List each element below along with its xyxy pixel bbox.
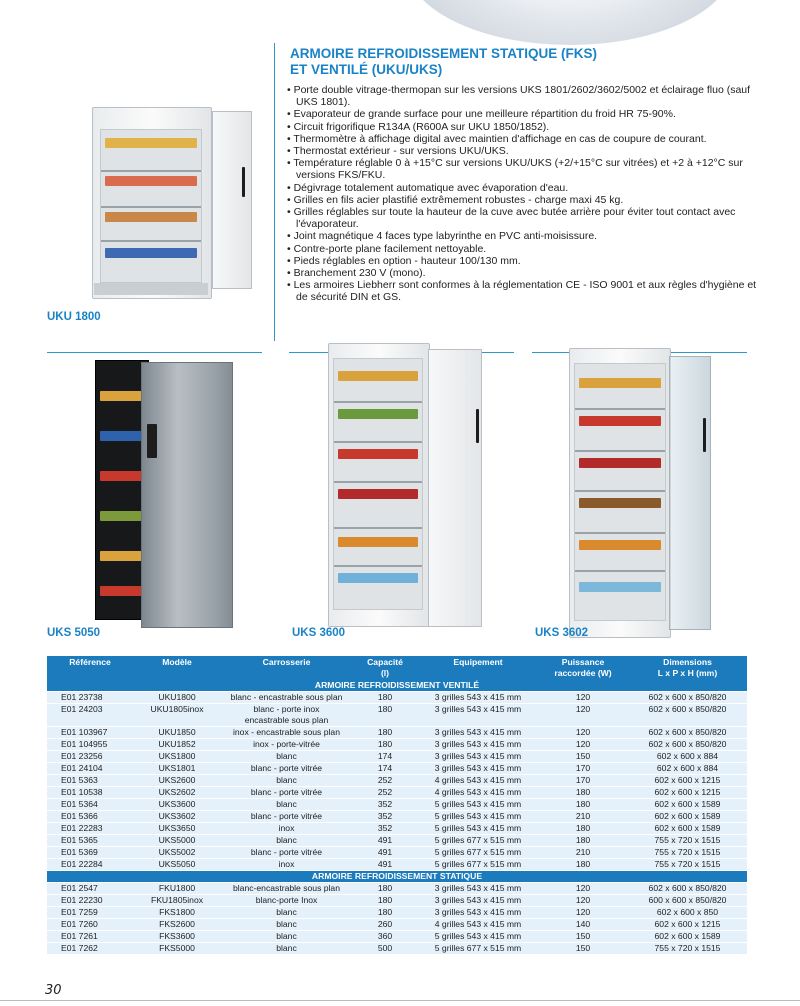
cell-dimensions: 602 x 600 x 884 <box>628 763 747 775</box>
feature-list <box>287 84 757 304</box>
cell-carrosserie: blanc - porte vitrée <box>221 763 352 775</box>
cell-carrosserie: blanc <box>221 943 352 955</box>
cell-capacite: 260 <box>352 919 418 931</box>
cell-puissance: 140 <box>538 919 628 931</box>
decorative-arc <box>405 0 735 45</box>
cell-equipement: 3 grilles 543 x 415 mm <box>418 727 538 739</box>
cell-reference: E01 23256 <box>47 751 133 763</box>
cell-modele: UKS3602 <box>133 811 221 823</box>
table-row <box>47 859 747 871</box>
cell-reference: E01 5363 <box>47 775 133 787</box>
cell-reference: E01 10538 <box>47 787 133 799</box>
cell-modele: FKS3600 <box>133 931 221 943</box>
cell-dimensions: 755 x 720 x 1515 <box>628 847 747 859</box>
table-row <box>47 799 747 811</box>
cell-carrosserie: blanc-encastrable sous plan <box>221 883 352 895</box>
cell-modele: UKS5050 <box>133 859 221 871</box>
cell-equipement: 5 grilles 543 x 415 mm <box>418 931 538 943</box>
cell-equipement: 5 grilles 677 x 515 mm <box>418 835 538 847</box>
col-carrosserie: Carrosserie <box>221 656 352 680</box>
cell-equipement: 3 grilles 543 x 415 mm <box>418 692 538 704</box>
cell-modele: FKS5000 <box>133 943 221 955</box>
table-row <box>47 907 747 919</box>
cell-equipement: 3 grilles 543 x 415 mm <box>418 763 538 775</box>
cell-capacite: 180 <box>352 907 418 919</box>
table-section-row <box>47 680 747 692</box>
cell-carrosserie: inox - porte-vitrée <box>221 739 352 751</box>
feature-item: • Les armoires Liebherr sont conformes à la réglementation CE - ISO 9001 et aux règles d'hygiène et de sécurité DIN et GS. <box>287 279 757 303</box>
caption-uku1800: UKU 1800 <box>47 311 101 323</box>
cell-reference: E01 22283 <box>47 823 133 835</box>
divider-1 <box>47 352 262 353</box>
cell-puissance: 120 <box>538 727 628 739</box>
cell-modele: UKS5002 <box>133 847 221 859</box>
cell-dimensions: 602 x 600 x 850/820 <box>628 704 747 727</box>
cell-dimensions: 602 x 600 x 1215 <box>628 787 747 799</box>
product-image-uku1800 <box>92 107 262 302</box>
table-row <box>47 787 747 799</box>
cell-capacite: 500 <box>352 943 418 955</box>
feature-item: • Grilles en fils acier plastifié extrêmement robustes - charge maxi 45 kg. <box>287 194 757 206</box>
cell-carrosserie: inox <box>221 859 352 871</box>
feature-item: • Circuit frigorifique R134A (R600A sur UKU 1850/1852). <box>287 121 757 133</box>
feature-item: • Porte double vitrage-thermopan sur les versions UKS 1801/2602/3602/5002 et éclairage fluo (sauf UKS 1801). <box>287 84 757 108</box>
col-dimensions: Dimensions L x P x H (mm) <box>628 656 747 680</box>
table-row <box>47 704 747 727</box>
cell-puissance: 180 <box>538 823 628 835</box>
col-modele: Modèle <box>133 656 221 680</box>
cell-dimensions: 600 x 600 x 850/820 <box>628 895 747 907</box>
cell-puissance: 180 <box>538 835 628 847</box>
cell-carrosserie: blanc-porte Inox <box>221 895 352 907</box>
cell-reference: E01 5364 <box>47 799 133 811</box>
cell-dimensions: 755 x 720 x 1515 <box>628 943 747 955</box>
cell-dimensions: 602 x 600 x 850/820 <box>628 727 747 739</box>
cell-puissance: 210 <box>538 811 628 823</box>
cell-puissance: 170 <box>538 775 628 787</box>
cell-dimensions: 602 x 600 x 1589 <box>628 931 747 943</box>
cell-reference: E01 5369 <box>47 847 133 859</box>
cell-modele: UKS2602 <box>133 787 221 799</box>
cell-carrosserie: blanc - porte inox encastrable sous plan <box>221 704 352 727</box>
cell-capacite: 252 <box>352 775 418 787</box>
cell-dimensions: 602 x 600 x 1589 <box>628 799 747 811</box>
table-row <box>47 775 747 787</box>
cell-dimensions: 602 x 600 x 850 <box>628 907 747 919</box>
cell-reference: E01 24203 <box>47 704 133 727</box>
cell-equipement: 3 grilles 543 x 415 mm <box>418 739 538 751</box>
cell-modele: UKS1800 <box>133 751 221 763</box>
cell-carrosserie: blanc <box>221 799 352 811</box>
table-row <box>47 931 747 943</box>
cell-capacite: 180 <box>352 727 418 739</box>
cell-reference: E01 22230 <box>47 895 133 907</box>
cell-puissance: 120 <box>538 883 628 895</box>
cell-capacite: 180 <box>352 704 418 727</box>
cell-puissance: 210 <box>538 847 628 859</box>
table-row <box>47 883 747 895</box>
cell-equipement: 3 grilles 543 x 415 mm <box>418 751 538 763</box>
cell-capacite: 352 <box>352 823 418 835</box>
cell-puissance: 170 <box>538 763 628 775</box>
cell-capacite: 360 <box>352 931 418 943</box>
cell-dimensions: 602 x 600 x 1215 <box>628 919 747 931</box>
cell-reference: E01 24104 <box>47 763 133 775</box>
cell-reference: E01 7260 <box>47 919 133 931</box>
cell-dimensions: 602 x 600 x 850/820 <box>628 692 747 704</box>
cell-dimensions: 602 x 600 x 850/820 <box>628 883 747 895</box>
table-header-row <box>47 656 747 680</box>
cell-equipement: 5 grilles 543 x 415 mm <box>418 811 538 823</box>
cell-equipement: 5 grilles 677 x 515 mm <box>418 847 538 859</box>
page-title: ARMOIRE REFROIDISSEMENT STATIQUE (FKS) ET VENTILÉ (UKU/UKS) <box>290 46 597 77</box>
cell-modele: FKS2600 <box>133 919 221 931</box>
vertical-divider <box>274 43 275 341</box>
cell-puissance: 150 <box>538 751 628 763</box>
cell-dimensions: 602 x 600 x 1589 <box>628 811 747 823</box>
table-row <box>47 823 747 835</box>
cell-capacite: 174 <box>352 763 418 775</box>
cell-equipement: 3 grilles 543 x 415 mm <box>418 704 538 727</box>
feature-item: • Thermomètre à affichage digital avec maintien d'affichage en cas de coupure de courant. <box>287 133 757 145</box>
section-title: ARMOIRE REFROIDISSEMENT VENTILÉ <box>47 680 747 692</box>
col-capacite: Capacité (l) <box>352 656 418 680</box>
cell-equipement: 3 grilles 543 x 415 mm <box>418 895 538 907</box>
cell-modele: UKS3650 <box>133 823 221 835</box>
cell-dimensions: 602 x 600 x 884 <box>628 751 747 763</box>
cell-reference: E01 2547 <box>47 883 133 895</box>
cell-puissance: 180 <box>538 787 628 799</box>
feature-item: • Pieds réglables en option - hauteur 100/130 mm. <box>287 255 757 267</box>
product-image-uks3602 <box>569 348 719 638</box>
feature-item: • Contre-porte plane facilement nettoyable. <box>287 243 757 255</box>
cell-modele: UKS3600 <box>133 799 221 811</box>
table-row <box>47 835 747 847</box>
cell-capacite: 180 <box>352 739 418 751</box>
feature-item: • Branchement 230 V (mono). <box>287 267 757 279</box>
cell-dimensions: 602 x 600 x 1589 <box>628 823 747 835</box>
table-row <box>47 692 747 704</box>
cell-carrosserie: blanc - encastrable sous plan <box>221 692 352 704</box>
cell-modele: UKU1852 <box>133 739 221 751</box>
table-row <box>47 763 747 775</box>
cell-dimensions: 755 x 720 x 1515 <box>628 835 747 847</box>
cell-modele: UKS5000 <box>133 835 221 847</box>
cell-capacite: 252 <box>352 787 418 799</box>
cell-reference: E01 104955 <box>47 739 133 751</box>
cell-equipement: 3 grilles 543 x 415 mm <box>418 883 538 895</box>
cell-capacite: 174 <box>352 751 418 763</box>
cell-reference: E01 22284 <box>47 859 133 871</box>
cell-puissance: 120 <box>538 739 628 751</box>
cell-reference: E01 5366 <box>47 811 133 823</box>
cell-capacite: 180 <box>352 692 418 704</box>
cell-capacite: 180 <box>352 883 418 895</box>
cell-carrosserie: blanc <box>221 919 352 931</box>
feature-item: • Evaporateur de grande surface pour une meilleure répartition du froid HR 75-90%. <box>287 108 757 120</box>
cell-capacite: 180 <box>352 895 418 907</box>
cell-carrosserie: blanc <box>221 775 352 787</box>
table-row <box>47 739 747 751</box>
table-row <box>47 919 747 931</box>
table-row <box>47 751 747 763</box>
cell-equipement: 5 grilles 677 x 515 mm <box>418 859 538 871</box>
cell-reference: E01 23738 <box>47 692 133 704</box>
cell-modele: FKU1805inox <box>133 895 221 907</box>
cell-reference: E01 7259 <box>47 907 133 919</box>
cell-modele: UKU1850 <box>133 727 221 739</box>
cell-modele: UKU1800 <box>133 692 221 704</box>
product-image-uks3600 <box>328 343 498 628</box>
cell-equipement: 3 grilles 543 x 415 mm <box>418 907 538 919</box>
cell-capacite: 491 <box>352 835 418 847</box>
cell-carrosserie: blanc - porte vitrée <box>221 787 352 799</box>
cell-reference: E01 7262 <box>47 943 133 955</box>
cell-modele: FKU1800 <box>133 883 221 895</box>
cell-equipement: 4 grilles 543 x 415 mm <box>418 775 538 787</box>
cell-carrosserie: blanc <box>221 907 352 919</box>
feature-item: • Température réglable 0 à +15°C sur versions UKU/UKS (+2/+15°C sur vitrées) et +2 à +12°C sur versions FKS/FKU. <box>287 157 757 181</box>
cell-puissance: 150 <box>538 943 628 955</box>
feature-item: • Joint magnétique 4 faces type labyrinthe en PVC anti-moisissure. <box>287 230 757 242</box>
cell-capacite: 491 <box>352 859 418 871</box>
cell-modele: UKU1805inox <box>133 704 221 727</box>
cell-dimensions: 602 x 600 x 850/820 <box>628 739 747 751</box>
feature-item: • Thermostat extérieur - sur versions UKU/UKS. <box>287 145 757 157</box>
table-row <box>47 943 747 955</box>
cell-carrosserie: blanc <box>221 751 352 763</box>
cell-carrosserie: inox <box>221 823 352 835</box>
cell-puissance: 120 <box>538 895 628 907</box>
cell-reference: E01 5365 <box>47 835 133 847</box>
cell-carrosserie: blanc <box>221 931 352 943</box>
page-bottom-rule <box>0 1000 800 1001</box>
cell-dimensions: 602 x 600 x 1215 <box>628 775 747 787</box>
cell-equipement: 4 grilles 543 x 415 mm <box>418 787 538 799</box>
cell-modele: FKS1800 <box>133 907 221 919</box>
table-row <box>47 847 747 859</box>
cell-capacite: 491 <box>352 847 418 859</box>
cell-puissance: 120 <box>538 704 628 727</box>
cell-capacite: 352 <box>352 811 418 823</box>
cell-carrosserie: inox - encastrable sous plan <box>221 727 352 739</box>
caption-uks3602: UKS 3602 <box>535 627 589 639</box>
table-row <box>47 895 747 907</box>
table-row <box>47 727 747 739</box>
cell-reference: E01 103967 <box>47 727 133 739</box>
cell-equipement: 5 grilles 543 x 415 mm <box>418 823 538 835</box>
cell-carrosserie: blanc <box>221 835 352 847</box>
cell-puissance: 180 <box>538 859 628 871</box>
cell-equipement: 5 grilles 543 x 415 mm <box>418 799 538 811</box>
specification-table <box>47 656 747 955</box>
col-puissance: Puissance raccordée (W) <box>538 656 628 680</box>
cell-puissance: 120 <box>538 692 628 704</box>
cell-reference: E01 7261 <box>47 931 133 943</box>
cell-modele: UKS1801 <box>133 763 221 775</box>
cell-dimensions: 755 x 720 x 1515 <box>628 859 747 871</box>
cell-equipement: 4 grilles 543 x 415 mm <box>418 919 538 931</box>
feature-item: • Grilles réglables sur toute la hauteur de la cuve avec butée arrière pour éviter tout contact avec l'évaporateur. <box>287 206 757 230</box>
cell-capacite: 352 <box>352 799 418 811</box>
col-equipement: Equipement <box>418 656 538 680</box>
cell-puissance: 120 <box>538 907 628 919</box>
cell-puissance: 180 <box>538 799 628 811</box>
cell-puissance: 150 <box>538 931 628 943</box>
page-number: 30 <box>45 983 62 998</box>
feature-item: • Dégivrage totalement automatique avec évaporation d'eau. <box>287 182 757 194</box>
table-section-row <box>47 871 747 883</box>
col-reference: Référence <box>47 656 133 680</box>
cell-carrosserie: blanc - porte vitrée <box>221 811 352 823</box>
product-image-uks5050 <box>95 360 245 630</box>
section-title: ARMOIRE REFROIDISSEMENT STATIQUE <box>47 871 747 883</box>
table-row <box>47 811 747 823</box>
cell-modele: UKS2600 <box>133 775 221 787</box>
cell-equipement: 5 grilles 677 x 515 mm <box>418 943 538 955</box>
caption-uks5050: UKS 5050 <box>47 627 101 639</box>
cell-carrosserie: blanc - porte vitrée <box>221 847 352 859</box>
caption-uks3600: UKS 3600 <box>292 627 346 639</box>
